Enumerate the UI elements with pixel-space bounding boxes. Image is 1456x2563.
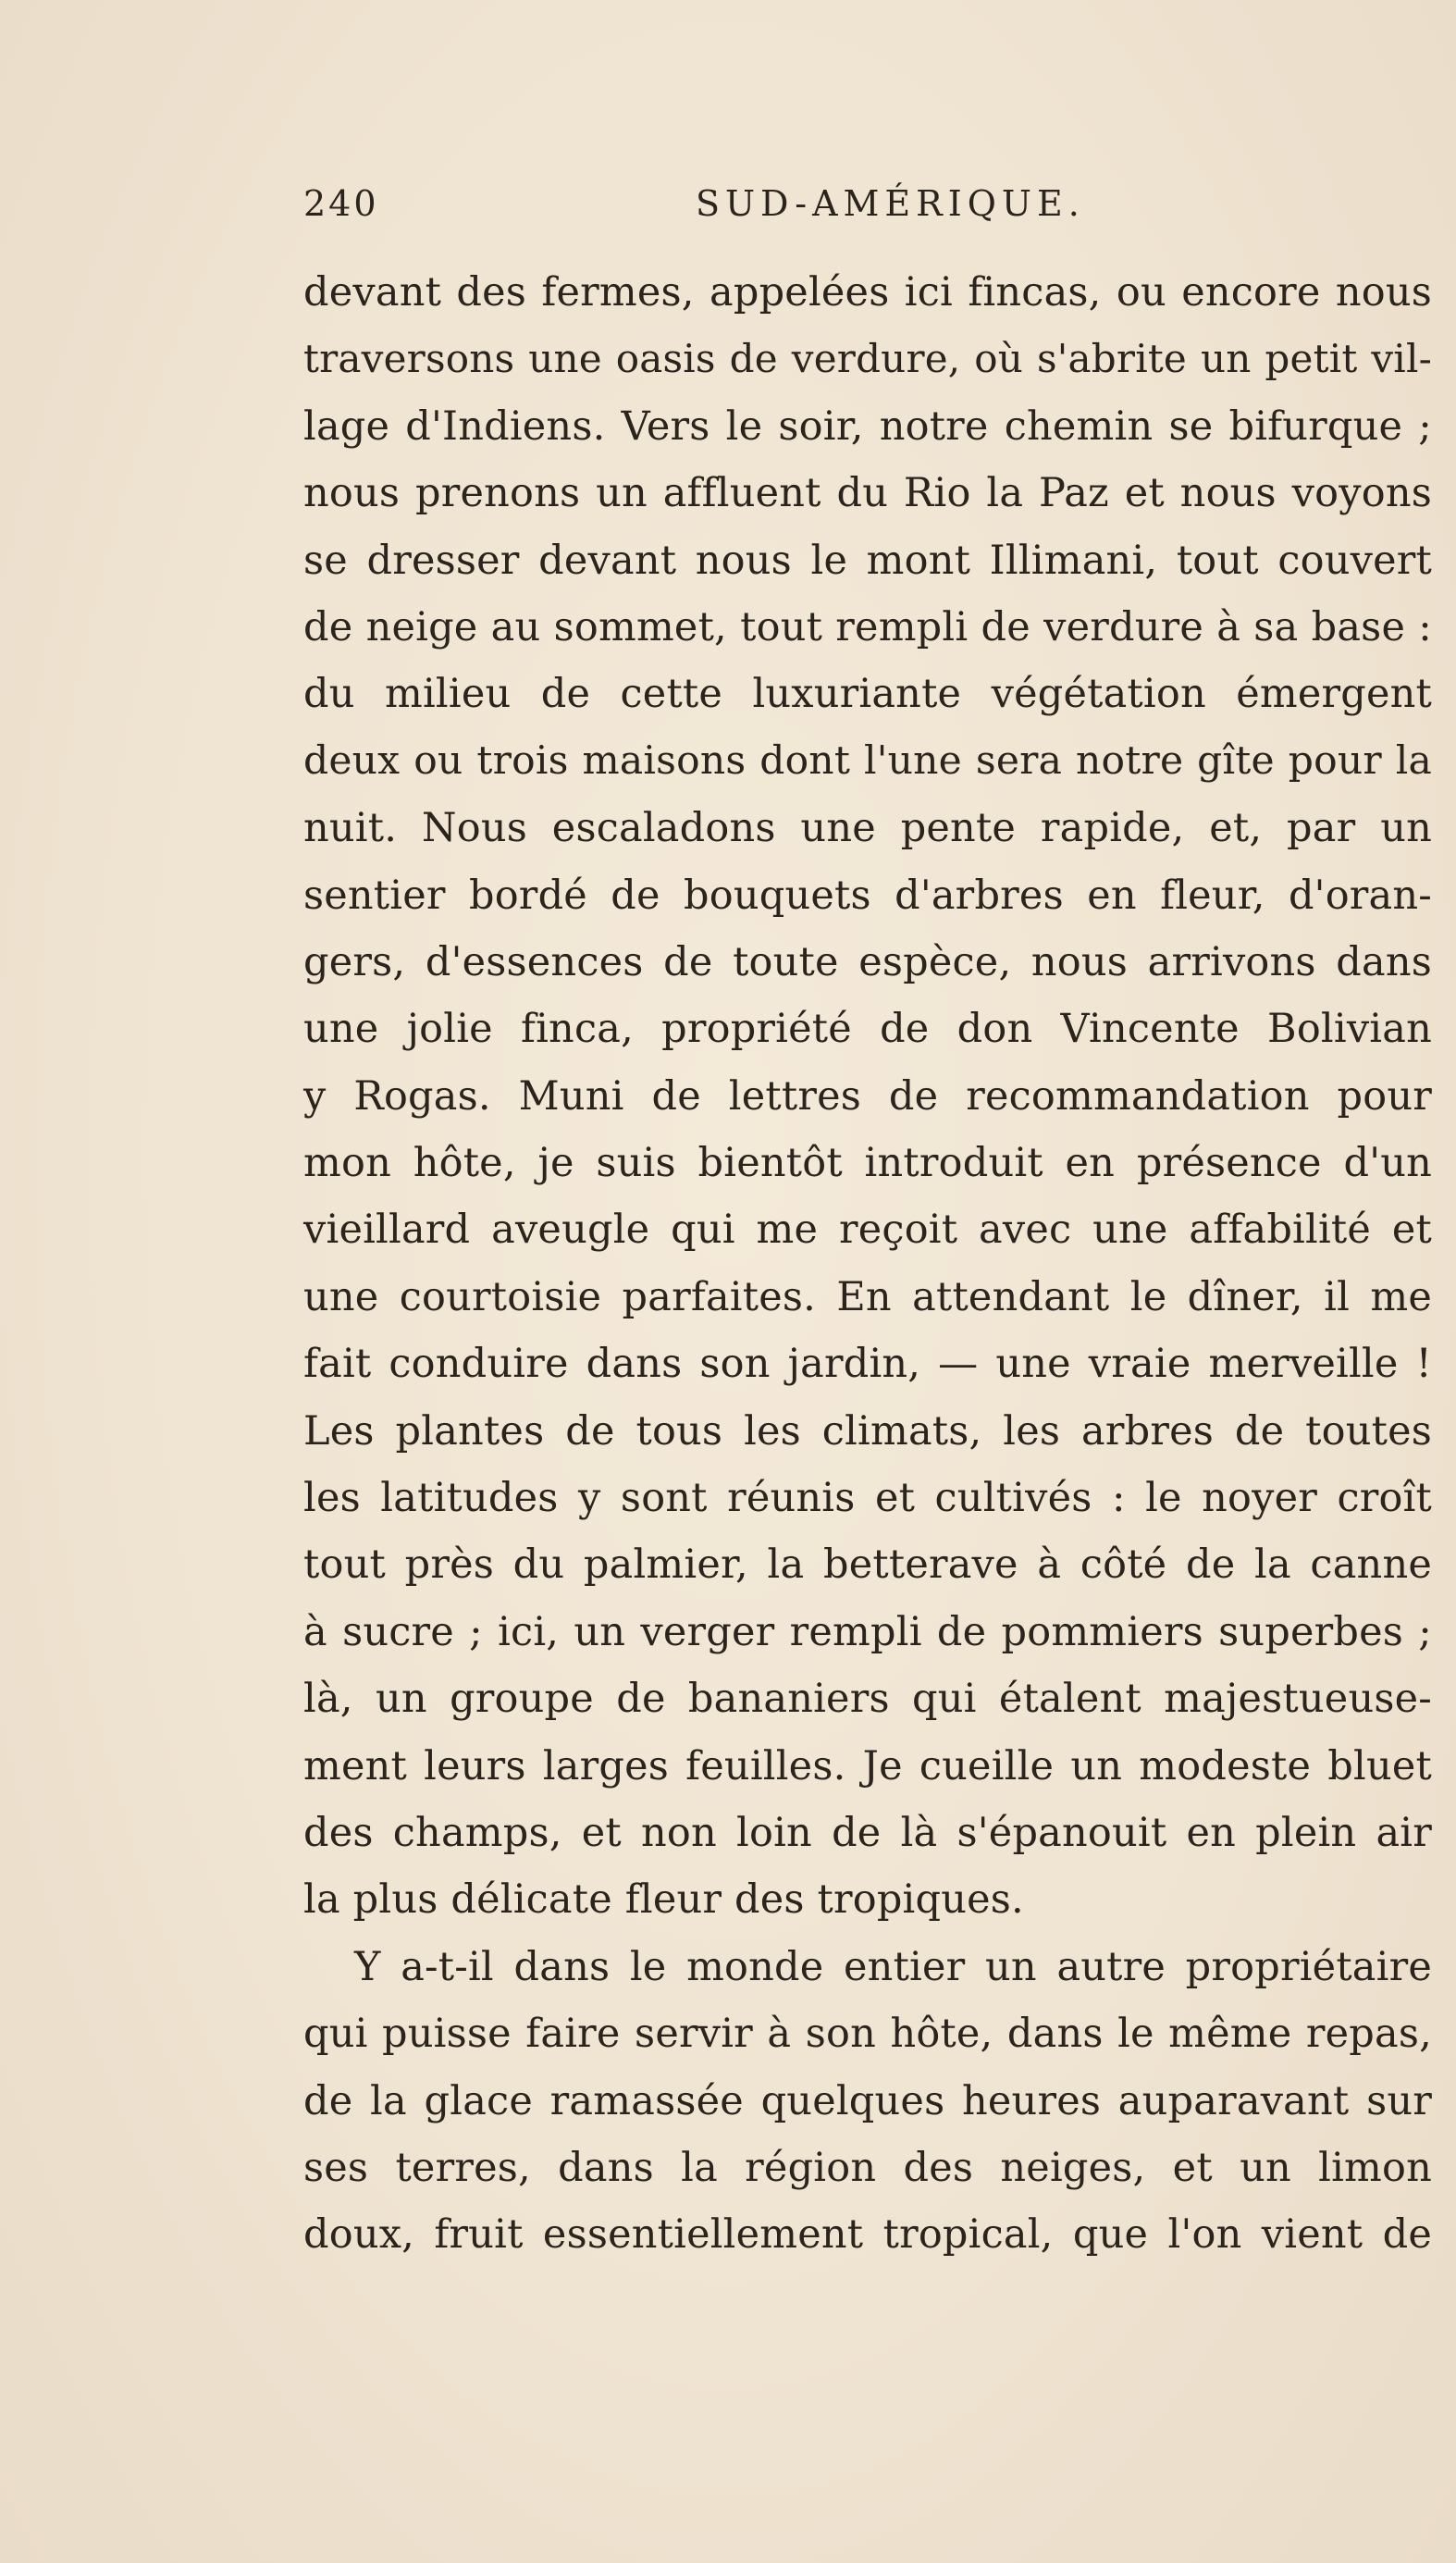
text-line: la plus délicate fleur des tropiques.: [303, 1876, 1024, 1924]
text-line: une jolie finca, propriété de don Vincente Bolivian: [303, 1006, 1432, 1053]
text-line: une courtoisie parfaites. En attendant le dîner, il me: [303, 1273, 1432, 1320]
text-line: de la glace ramassée quelques heures auparavant sur: [303, 2077, 1432, 2124]
text-line: qui puisse faire servir à son hôte, dans le même repas,: [303, 2011, 1432, 2058]
text-line: mon hôte, je suis bientôt introduit en présence d'un: [303, 1140, 1432, 1187]
body-text: [303, 259, 1432, 2269]
text-line: les latitudes y sont réunis et cultivés : le noyer croît: [303, 1475, 1432, 1522]
text-line: sentier bordé de bouquets d'arbres en fleur, d'oran-: [303, 872, 1432, 919]
text-line: des champs, et non loin de là s'épanouit en plein air: [303, 1809, 1432, 1856]
text-line: fait conduire dans son jardin, — une vraie merveille !: [303, 1341, 1432, 1388]
text-line: traversons une oasis de verdure, où s'abrite un petit vil-: [303, 336, 1432, 382]
text-line: ment leurs larges feuilles. Je cueille un modeste bluet: [303, 1742, 1432, 1789]
text-line: doux, fruit essentiellement tropical, que l'on vient de: [303, 2211, 1432, 2259]
text-line: ses terres, dans la région des neiges, et un limon: [303, 2144, 1432, 2191]
text-line: de neige au sommet, tout rempli de verdure à sa base :: [303, 603, 1432, 650]
running-title: SUD-AMÉRIQUE.: [696, 183, 1085, 224]
page-header: [303, 183, 1432, 239]
text-line: à sucre ; ici, un verger rempli de pommiers superbes ;: [303, 1608, 1432, 1655]
text-line: gers, d'essences de toute espèce, nous arrivons dans: [303, 938, 1432, 985]
text-line: y Rogas. Muni de lettres de recommandation pour: [303, 1072, 1432, 1120]
text-line: nous prenons un affluent du Rio la Paz et nous voyons: [303, 470, 1432, 517]
text-line: vieillard aveugle qui me reçoit avec une affabilité et: [303, 1207, 1432, 1254]
text-line: tout près du palmier, la betterave à côté de la canne: [303, 1542, 1432, 1589]
text-line: nuit. Nous escaladons une pente rapide, et, par un: [303, 805, 1432, 852]
text-line: là, un groupe de bananiers qui étalent majestueuse-: [303, 1676, 1432, 1723]
text-line: Y a-t-il dans le monde entier un autre propriétaire: [354, 1943, 1432, 1990]
text-line: devant des fermes, appelées ici fincas, ou encore nous: [303, 269, 1432, 316]
text-line: se dresser devant nous le mont Illimani, tout couvert: [303, 537, 1432, 584]
text-line: lage d'Indiens. Vers le soir, notre chemin se bifurque ;: [303, 402, 1432, 450]
text-line: du milieu de cette luxuriante végétation émergent: [303, 671, 1432, 718]
text-line: Les plantes de tous les climats, les arbres de toutes: [303, 1407, 1432, 1455]
page-number: 240: [303, 183, 379, 224]
text-line: deux ou trois maisons dont l'une sera notre gîte pour la: [303, 737, 1432, 784]
